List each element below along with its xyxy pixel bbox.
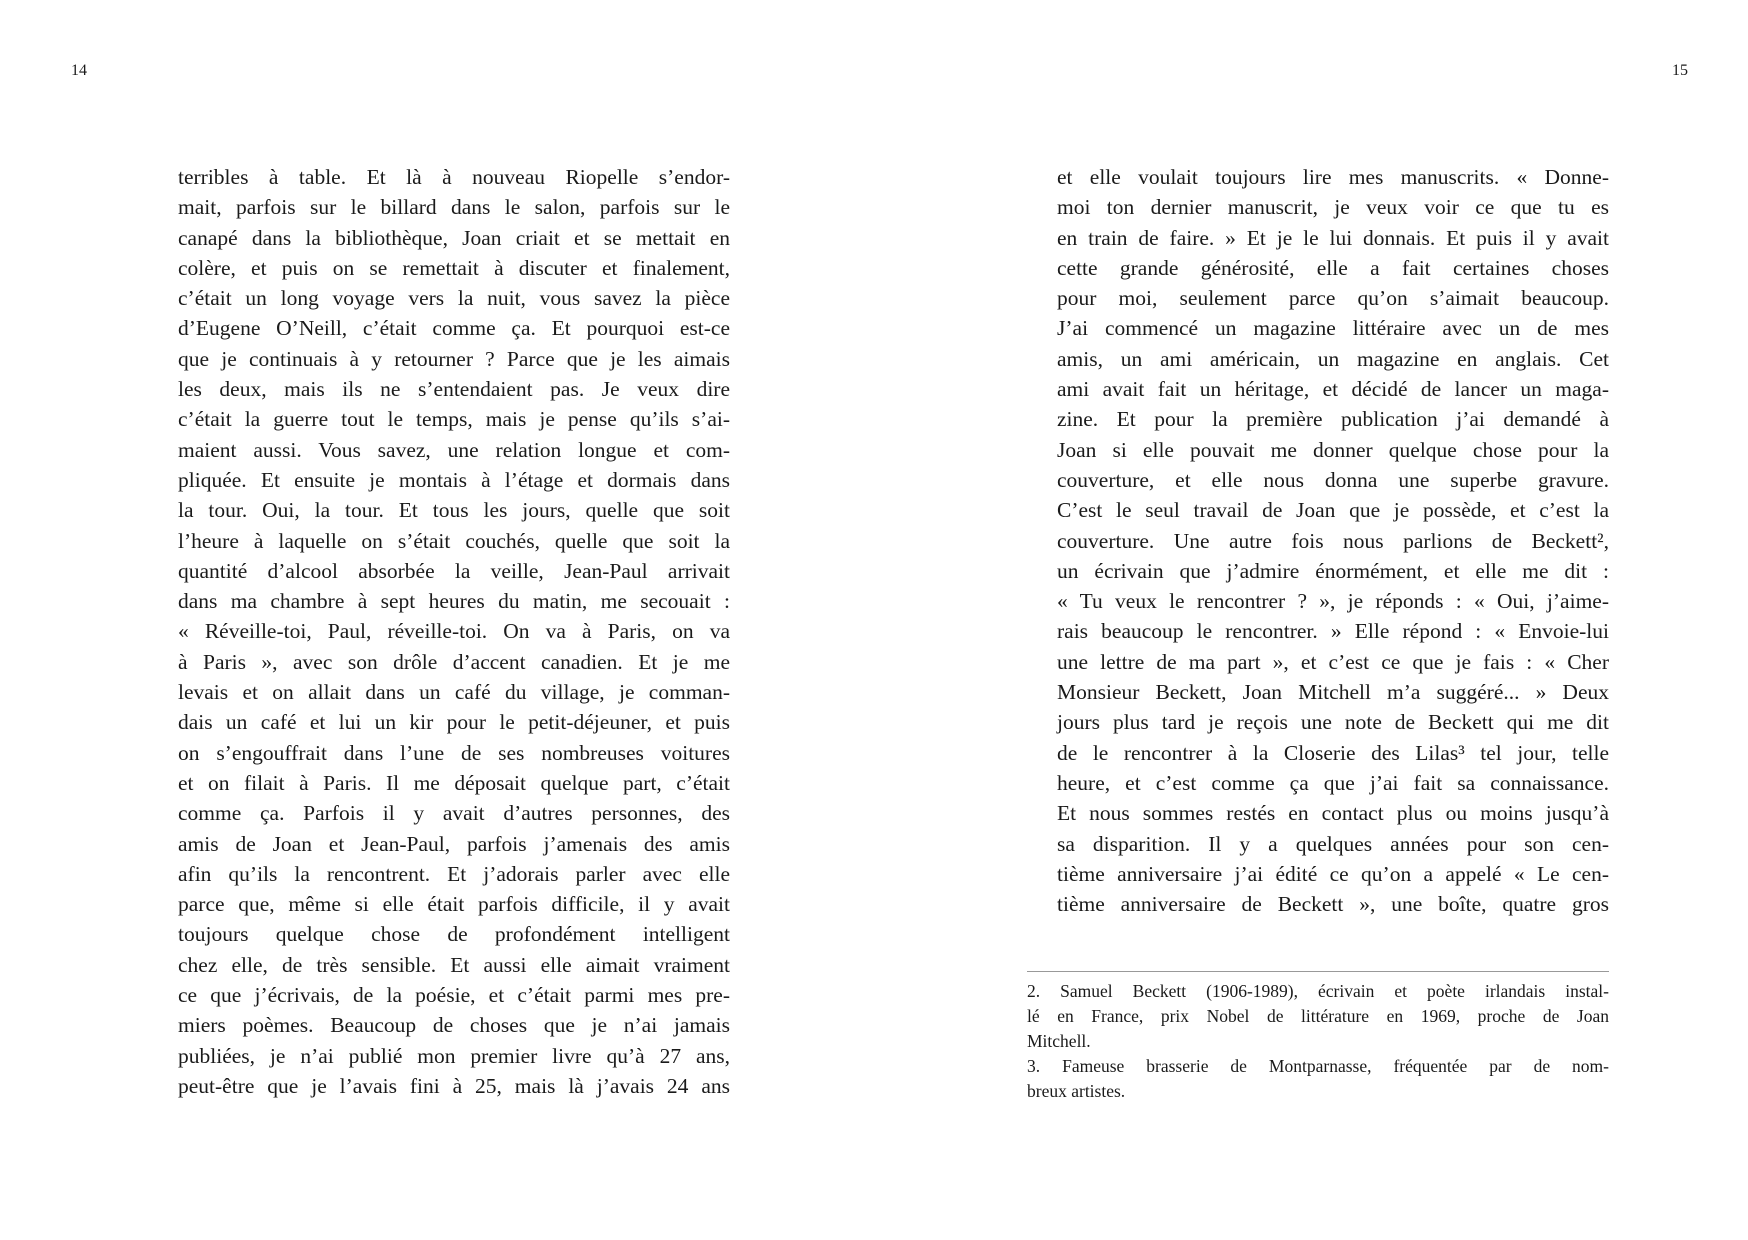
text-line: 3. Fameuse brasserie de Montparnasse, fréquentée par de nom-	[1027, 1056, 1609, 1076]
text-line: quantité d’alcool absorbée la veille, Jean-Paul arrivait	[178, 558, 730, 583]
text-line: c’était la guerre tout le temps, mais je pense qu’ils s’ai-	[178, 407, 730, 432]
text-line: Et nous sommes restés en contact plus ou moins jusqu’à	[1057, 801, 1609, 826]
text-line: à Paris », avec son drôle d’accent canadien. Et je me	[178, 649, 730, 674]
text-line: Mitchell.	[1027, 1031, 1091, 1051]
text-line: canapé dans la bibliothèque, Joan criait et se mettait en	[178, 225, 730, 250]
text-line: lé en France, prix Nobel de littérature en 1969, proche de Joan	[1027, 1006, 1609, 1026]
text-line: pour moi, seulement parce qu’on s’aimait beaucoup.	[1057, 286, 1609, 311]
text-line: miers poèmes. Beaucoup de choses que je n’ai jamais	[178, 1013, 730, 1038]
text-line: tième anniversaire de Beckett », une boîte, quatre gros	[1057, 892, 1609, 917]
text-line: que je continuais à y retourner ? Parce que je les aimais	[178, 346, 730, 371]
text-line: chez elle, de très sensible. Et aussi elle aimait vraiment	[178, 952, 730, 977]
text-line: de le rencontrer à la Closerie des Lilas³ tel jour, telle	[1057, 740, 1609, 765]
footnotes	[1027, 979, 1609, 1104]
text-line: colère, et puis on se remettait à discuter et finalement,	[178, 255, 730, 280]
text-line: dans ma chambre à sept heures du matin, me secouait :	[178, 589, 730, 614]
left-page-body	[178, 162, 730, 1101]
text-line: Joan si elle pouvait me donner quelque chose pour la	[1057, 437, 1609, 462]
page-number-right: 15	[1672, 62, 1688, 79]
right-page-body	[1057, 162, 1609, 919]
text-line: breux artistes.	[1027, 1081, 1126, 1101]
text-line: on s’engouffrait dans l’une de ses nombreuses voitures	[178, 740, 730, 765]
text-line: terribles à table. Et là à nouveau Riopelle s’endor-	[178, 165, 730, 189]
text-line: cette grande générosité, elle a fait certaines choses	[1057, 255, 1609, 280]
text-line: amis de Joan et Jean-Paul, parfois j’amenais des amis	[178, 831, 730, 856]
text-line: amis, un ami américain, un magazine en anglais. Cet	[1057, 346, 1609, 371]
text-line: Monsieur Beckett, Joan Mitchell m’a suggéré... » Deux	[1057, 680, 1609, 705]
page-number-left: 14	[71, 62, 87, 79]
text-line: afin qu’ils la rencontrent. Et j’adorais parler avec elle	[178, 861, 730, 886]
text-line: la tour. Oui, la tour. Et tous les jours, quelle que soit	[178, 498, 730, 523]
text-line: dais un café et lui un kir pour le petit-déjeuner, et puis	[178, 710, 730, 735]
text-line: levais et on allait dans un café du village, je comman-	[178, 680, 730, 705]
text-line: toujours quelque chose de profondément intelligent	[178, 922, 730, 947]
text-line: mait, parfois sur le billard dans le salon, parfois sur le	[178, 195, 730, 220]
text-line: « Tu veux le rencontrer ? », je réponds : « Oui, j’aime-	[1057, 589, 1609, 614]
text-line: comme ça. Parfois il y avait d’autres personnes, des	[178, 801, 730, 826]
text-line: en train de faire. » Et je le lui donnais. Et puis il y avait	[1057, 225, 1609, 250]
text-line: parce que, même si elle était parfois difficile, il y avait	[178, 892, 730, 917]
text-line: maient aussi. Vous savez, une relation longue et com-	[178, 437, 730, 462]
text-line: ce que j’écrivais, de la poésie, et c’était parmi mes pre-	[178, 983, 730, 1008]
text-line: et on filait à Paris. Il me déposait quelque part, c’était	[178, 770, 730, 795]
text-line: une lettre de ma part », et c’est ce que je fais : « Cher	[1057, 649, 1609, 674]
text-line: zine. Et pour la première publication j’ai demandé à	[1057, 407, 1609, 432]
text-line: peut-être que je l’avais fini à 25, mais là j’avais 24 ans	[178, 1073, 730, 1098]
text-line: « Réveille-toi, Paul, réveille-toi. On va à Paris, on va	[178, 619, 730, 644]
text-line: couverture. Une autre fois nous parlions de Beckett²,	[1057, 528, 1609, 553]
text-line: d’Eugene O’Neill, c’était comme ça. Et pourquoi est-ce	[178, 316, 730, 341]
text-line: ami avait fait un héritage, et décidé de lancer un maga-	[1057, 377, 1609, 402]
text-line: un écrivain que j’admire énormément, et elle me dit :	[1057, 558, 1609, 583]
text-line: c’était un long voyage vers la nuit, vous savez la pièce	[178, 286, 730, 311]
text-line: moi ton dernier manuscrit, je veux voir ce que tu es	[1057, 195, 1609, 220]
text-line: couverture, et elle nous donna une superbe gravure.	[1057, 467, 1609, 492]
text-line: tième anniversaire j’ai édité ce qu’on a appelé « Le cen-	[1057, 861, 1609, 886]
text-line: et elle voulait toujours lire mes manuscrits. « Donne-	[1057, 165, 1609, 189]
text-line: publiées, je n’ai publié mon premier livre qu’à 27 ans,	[178, 1043, 730, 1068]
text-line: 2. Samuel Beckett (1906-1989), écrivain et poète irlandais instal-	[1027, 981, 1609, 1001]
text-line: sa disparition. Il y a quelques années pour son cen-	[1057, 831, 1609, 856]
text-line: les deux, mais ils ne s’entendaient pas. Je veux dire	[178, 377, 730, 402]
footnote-divider	[1027, 971, 1609, 972]
text-line: C’est le seul travail de Joan que je possède, et c’est la	[1057, 498, 1609, 523]
text-line: heure, et c’est comme ça que j’ai fait sa connaissance.	[1057, 770, 1609, 795]
text-line: jours plus tard je reçois une note de Beckett qui me dit	[1057, 710, 1609, 735]
text-line: J’ai commencé un magazine littéraire avec un de mes	[1057, 316, 1609, 341]
text-line: l’heure à laquelle on s’était couchés, quelle que soit la	[178, 528, 730, 553]
text-line: rais beaucoup le rencontrer. » Elle répond : « Envoie-lui	[1057, 619, 1609, 644]
text-line: pliquée. Et ensuite je montais à l’étage et dormais dans	[178, 467, 730, 492]
